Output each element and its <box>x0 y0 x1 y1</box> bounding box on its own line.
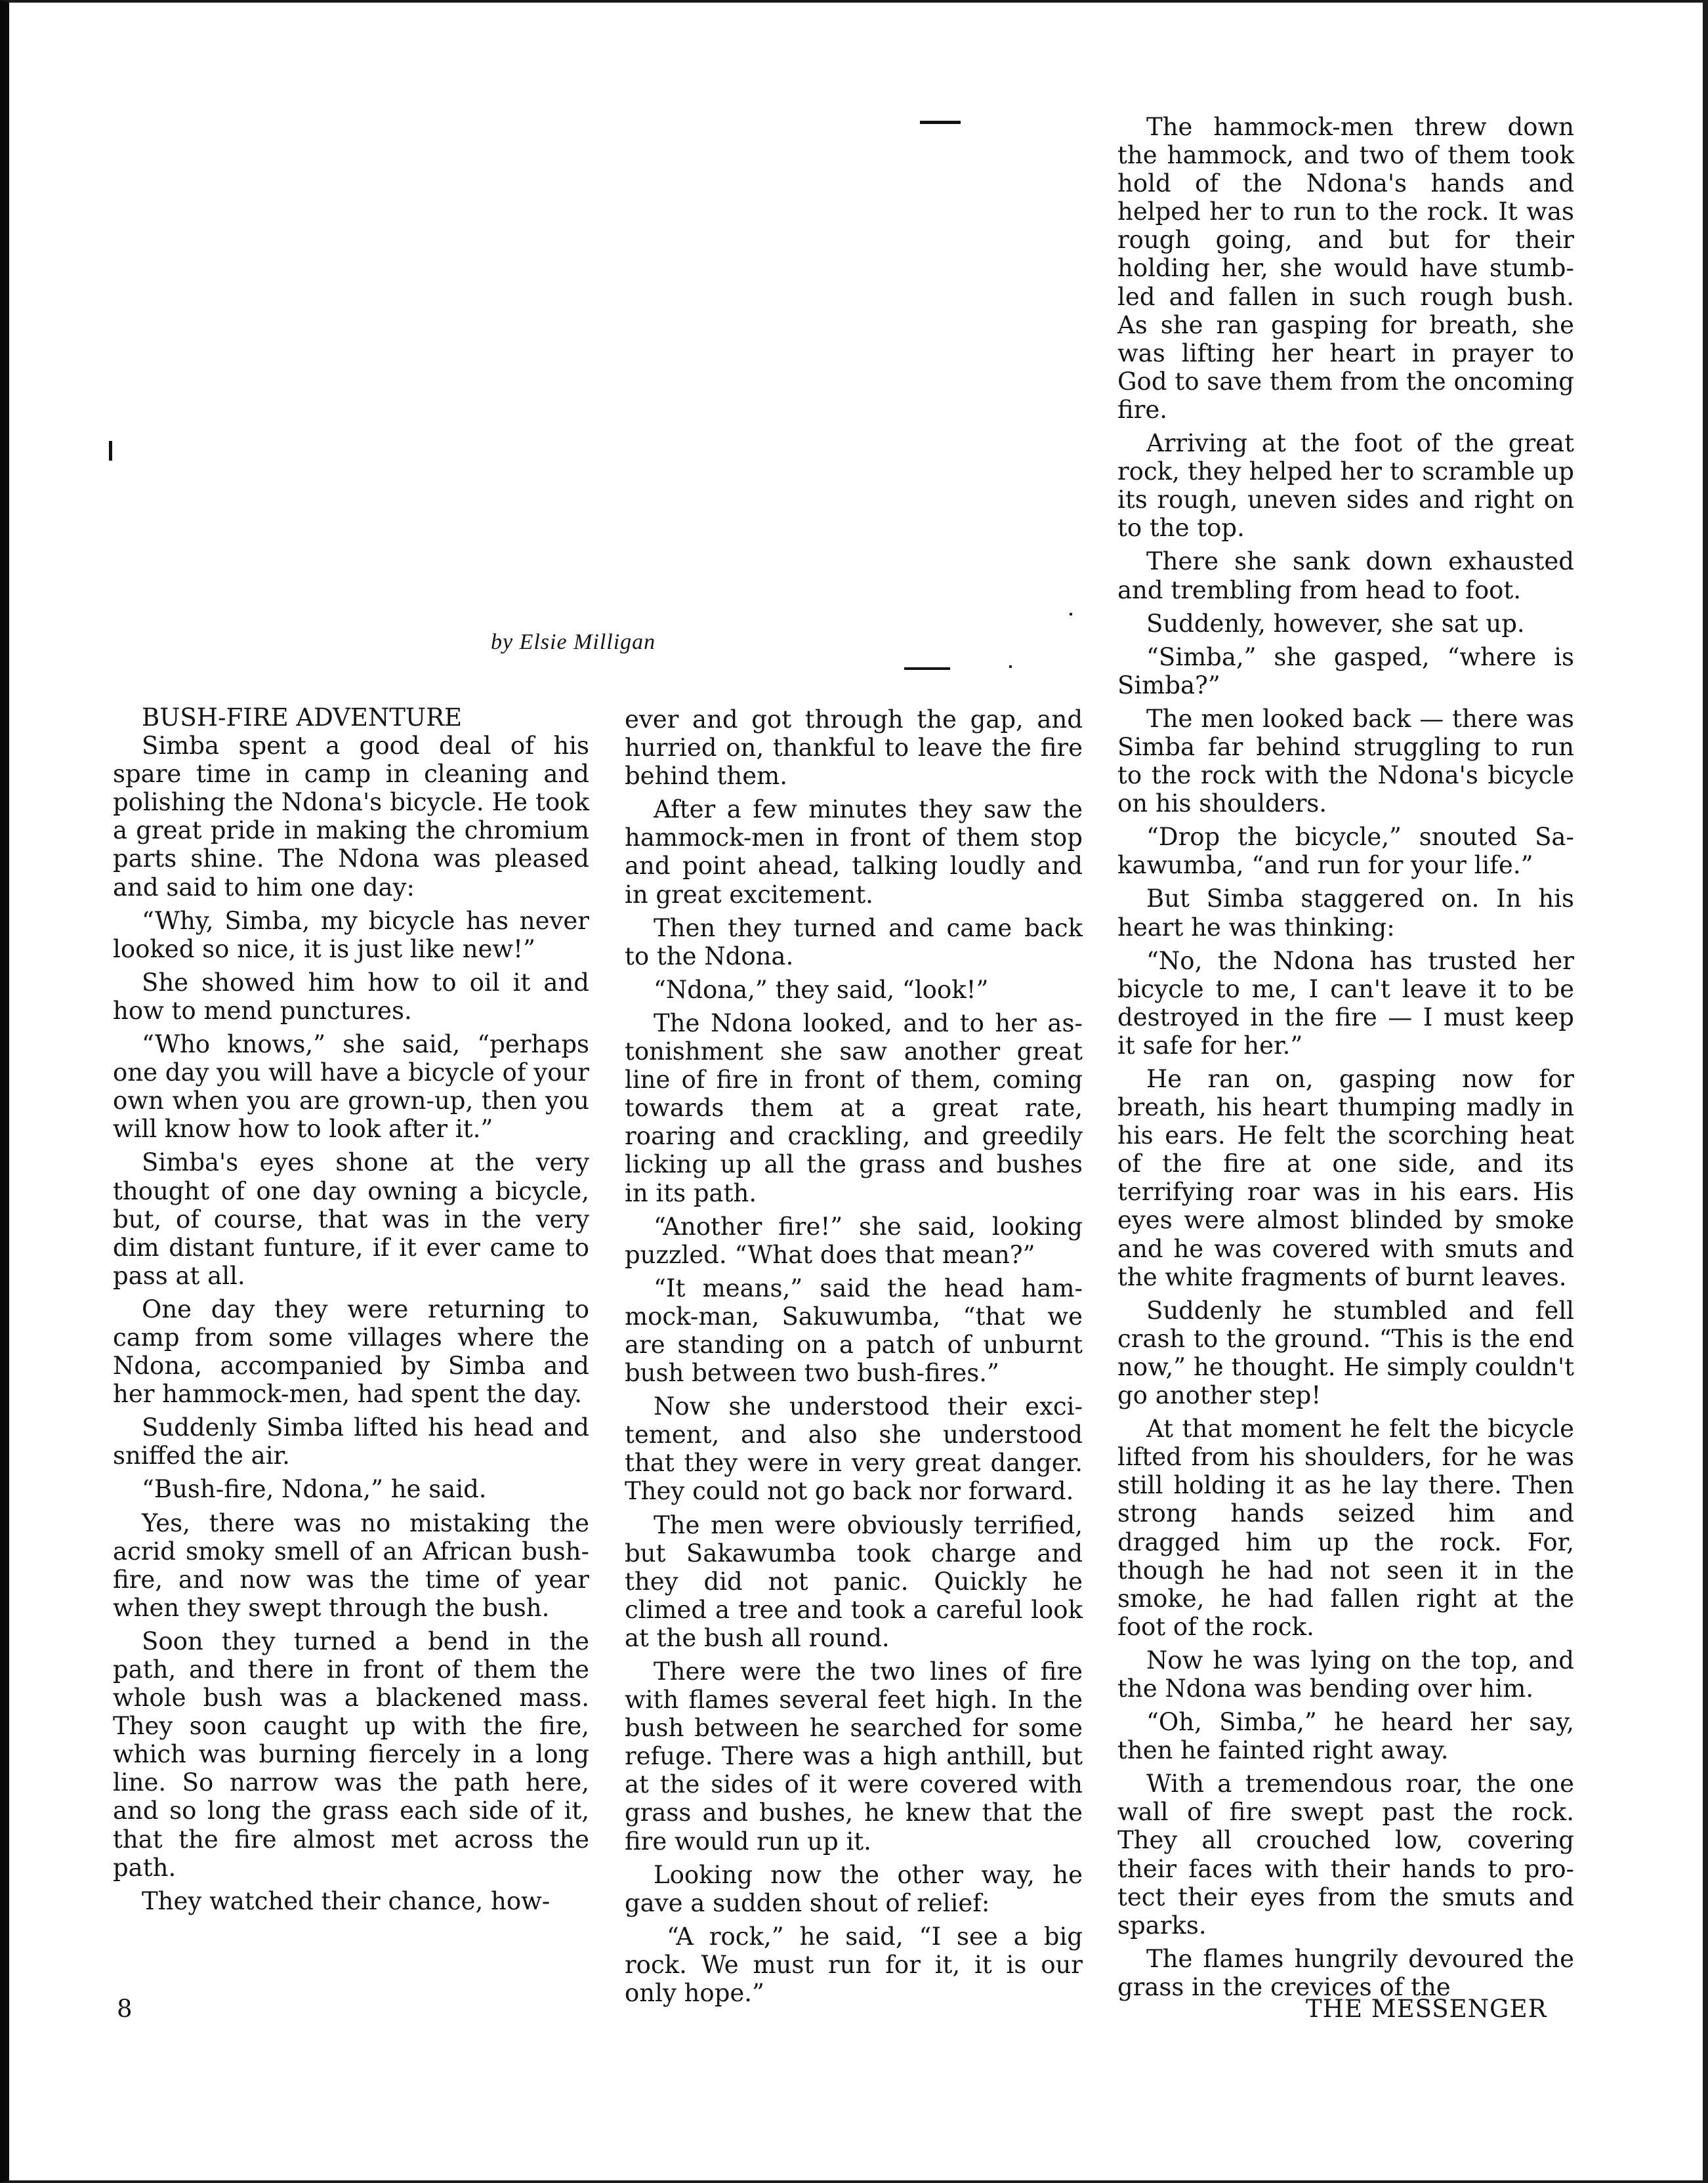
paragraph: Arriving at the foot of the great rock, they helped her to scramble up its rough, uneven sides and right on to the top. <box>1117 429 1574 543</box>
paragraph: Looking now the other way, he gave a sudden shout of relief: <box>625 1860 1083 1917</box>
paragraph: Now he was lying on the top, and the Ndona was bending over him. <box>1117 1646 1574 1703</box>
paragraph: Yes, there was no mistaking the acrid smoky smell of an African bush-fire, and now was the time of year when they swept through the bush. <box>113 1508 589 1622</box>
byline: by Elsie Milligan <box>491 630 656 654</box>
top-dash-rule <box>920 121 961 124</box>
paragraph: “No, the Ndona has trusted her bicycle to me, I can't leave it to be destroyed in the fire — I must keep it safe for her.” <box>1117 946 1574 1060</box>
paragraph: Now she understood their excitement, and also she understood that they were in very great danger. They could not go back nor forward. <box>625 1392 1083 1506</box>
paragraph: She showed him how to oil it and how to mend punctures. <box>113 968 589 1025</box>
paragraph: One day they were returning to camp from some villages where the Ndona, accompanied by Simba and her hammock-men, had spent the day. <box>113 1295 589 1409</box>
paragraph: “It means,” said the head hammock-man, Sakuwumba, “that we are standing on a patch of unburnt bush between two bush-fires.” <box>625 1274 1083 1388</box>
paragraph: But Simba staggered on. In his heart he was thinking: <box>1117 884 1574 942</box>
page-number: 8 <box>117 1995 133 2023</box>
paragraph: “Simba,” she gasped, “where is Simba?” <box>1117 642 1574 699</box>
paragraph: Simba spent a good deal of his spare time in camp in cleaning and polishing the Ndona's bicycle. He took a great pride in making the chromium parts shine. The Ndona was pleased and said to him one day: <box>113 732 589 902</box>
paragraph: Suddenly Simba lifted his head and sniffed the air. <box>113 1413 589 1470</box>
print-speck <box>1070 613 1072 615</box>
paragraph: He ran on, gasping now for breath, his heart thumping madly in his ears. He felt the scorching heat of the fire at one side, and its terrifying roar was in his ears. His eyes were almost blinded by smoke and he was covered with smuts and the white fragments of burnt leaves. <box>1117 1065 1574 1291</box>
paragraph: “Why, Simba, my bicycle has never looked so nice, it is just like new!” <box>113 906 589 963</box>
paragraph: “Bush-fire, Ndona,” he said. <box>142 1475 487 1504</box>
paragraph: “A rock,” he said, “I see a big rock. We must run for it, it is our only hope.” <box>625 1922 1083 2008</box>
paragraph: With a tremendous roar, the one wall of fire swept past the rock. They all crouched low, covering their faces with their hands to protect their eyes from the smuts and sparks. <box>1117 1770 1574 1940</box>
paragraph: Suddenly, however, she sat up. <box>1146 609 1525 638</box>
paragraph: At that moment he felt the bicycle lifted from his shoulders, for he was still holding it as he lay there. Then strong hands seized him and dragged him up the rock. For, though he had not seen it in the smoke, he had fallen right at the foot of the rock. <box>1117 1415 1574 1641</box>
paragraph: The men looked back — there was Simba far behind struggling to run to the rock with the Ndona's bicycle on his shoulders. <box>1117 704 1574 818</box>
article-column-1 <box>113 703 589 1921</box>
paragraph: “Another fire!” she said, looking puzzled. “What does that mean?” <box>625 1212 1083 1269</box>
article-heading: BUSH-FIRE ADVENTURE <box>142 703 462 732</box>
paragraph: “Ndona,” they said, “look!” <box>654 975 989 1004</box>
paragraph: The hammock-men threw down the hammock, and two of them took hold of the Ndona's hands and helped her to run to the rock. It was rough going, and but for their holding her, she would have stumbled and fallen in such rough bush. As she ran gasping for breath, she was lifting her heart in prayer to God to save them from the oncoming fire. <box>1117 113 1574 424</box>
paragraph: Simba's eyes shone at the very thought of one day owning a bicycle, but, of course, that was in the very dim distant funture, if it ever came to pass at all. <box>113 1148 589 1290</box>
left-tick-mark <box>109 441 112 461</box>
paragraph: Then they turned and came back to the Ndona. <box>625 913 1083 970</box>
paragraph: The Ndona looked, and to her astonishment she saw another great line of fire in front of them, coming towards them at a great rate, roaring and crackling, and greedily licking up all the grass and bushes in its path. <box>625 1008 1083 1207</box>
paragraph: Soon they turned a bend in the path, and there in front of them the whole bush was a blackened mass. They soon caught up with the fire, which was burning fiercely in a long line. So narrow was the path here, and so long the grass each side of it, that the fire almost met across the path. <box>113 1627 589 1882</box>
paragraph: There were the two lines of fire with flames several feet high. In the bush between he searched for some refuge. There was a high anthill, but at the sides of it were covered with grass and bushes, he knew that the fire would run up it. <box>625 1657 1083 1856</box>
paragraph: They watched their chance, how- <box>142 1886 551 1915</box>
paragraph: ever and got through the gap, and hurried on, thankful to leave the fire behind them. <box>625 705 1083 791</box>
byline-dash-rule <box>904 667 950 670</box>
article-column-3 <box>1117 113 1574 2006</box>
paragraph: There she sank down exhausted and trembling from head to foot. <box>1117 547 1574 604</box>
paragraph: The flames hungrily devoured the grass in the crevices of the <box>1117 1944 1574 2001</box>
paragraph: Suddenly he stumbled and fell crash to the ground. “This is the end now,” he thought. He simply couldn't go another step! <box>1117 1296 1574 1410</box>
print-speck <box>1009 665 1012 668</box>
paragraph: “Drop the bicycle,” snouted Sakawumba, “and run for your life.” <box>1117 823 1574 880</box>
paragraph: “Oh, Simba,” he heard her say, then he fainted right away. <box>1117 1708 1574 1765</box>
paragraph: The men were obviously terrified, but Sakawumba took charge and they did not panic. Quickly he climed a tree and took a careful look at the bush all round. <box>625 1510 1083 1652</box>
paragraph: After a few minutes they saw the hammock-men in front of them stop and point ahead, talking loudly and in great excitement. <box>625 795 1083 909</box>
magazine-name: THE MESSENGER <box>1306 1995 1547 2023</box>
article-column-2 <box>625 705 1083 2012</box>
paragraph: “Who knows,” she said, “perhaps one day you will have a bicycle of your own when you are grown-up, then you will know how to look after it.” <box>113 1030 589 1144</box>
